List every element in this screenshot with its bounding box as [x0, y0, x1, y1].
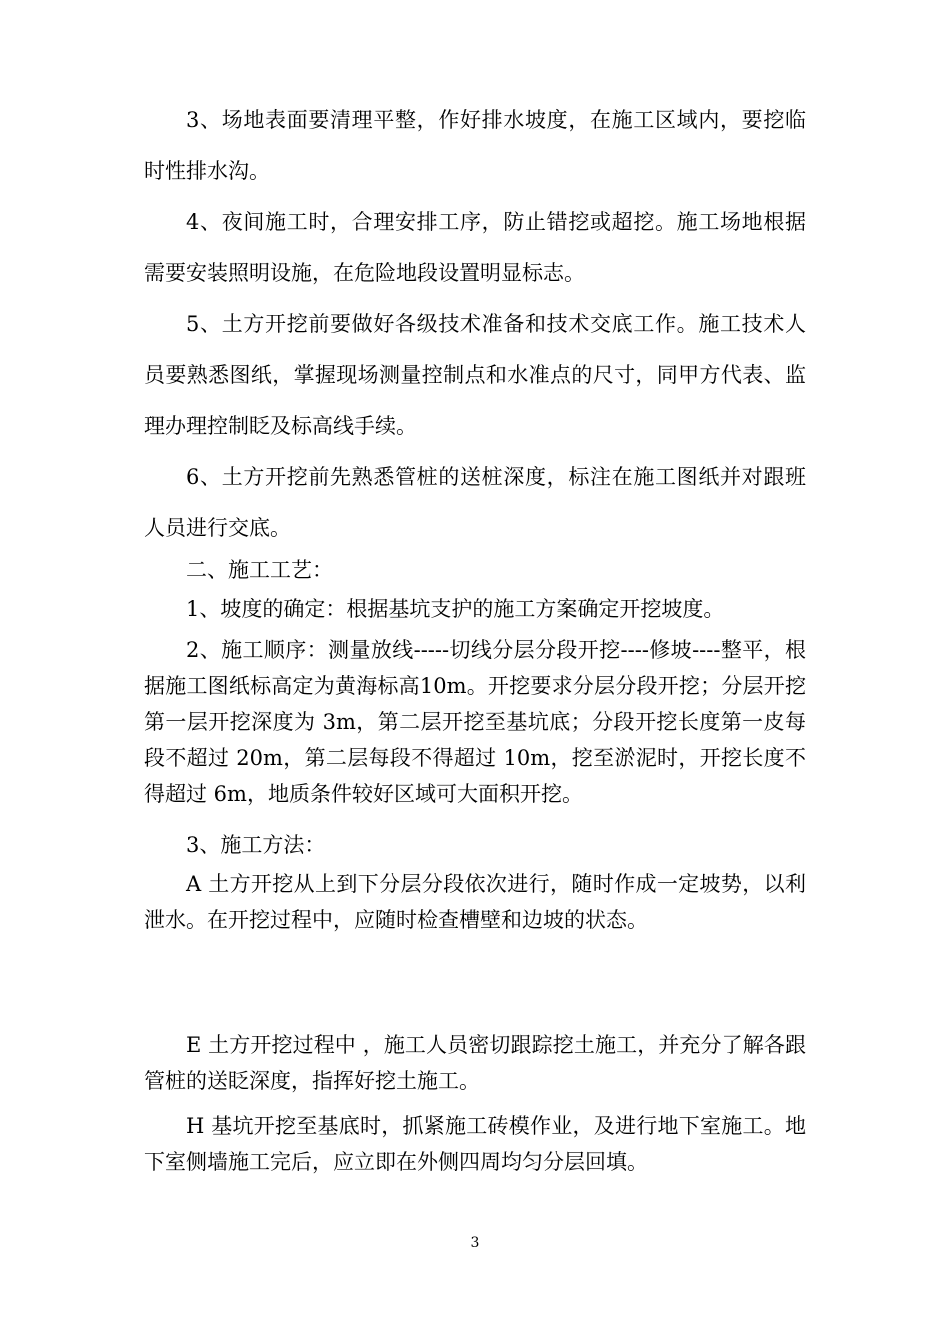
- page-number: 3: [470, 1235, 480, 1251]
- paragraph-item-h: H 基坑开挖至基底时，抓紧施工砖模作业，及进行地下室施工。地下室侧墙施工完后，应立即在外侧四周均匀分层回填。: [144, 1114, 806, 1174]
- paragraph-1: 3、场地表面要清理平整，作好排水坡度，在施工区域内，要挖临时性排水沟。: [144, 108, 806, 183]
- paragraph-construction-sequence: 2、施工顺序：测量放线-----切线分层分段开挖----修坡----整平，根据施工图纸标高定为黄海标高10m。开挖要求分层分段开挖；分层开挖第一层开挖深度为 3m，第二层开挖至基坑底；分段开挖长度第一皮每段不超过 20m，第二层每段不得超过 10m，挖至淤泥时，开挖长度不得超过 6m，地质条件较好区域可大面积开挖。: [144, 638, 806, 806]
- paragraph-item-a: A 土方开挖从上到下分层分段依次进行，随时作成一定坡势，以利泄水。在开挖过程中，应随时检查槽壁和边坡的状态。: [144, 872, 806, 932]
- section-heading-construction-process: 二、施工工艺：: [186, 558, 333, 582]
- paragraph-construction-method-heading: 3、施工方法：: [186, 833, 326, 857]
- paragraph-slope-definition: 1、坡度的确定：根据基坑支护的施工方案确定开挖坡度。: [186, 597, 725, 621]
- paragraph-3: 5、土方开挖前要做好各级技术准备和技术交底工作。施工技术人员要熟悉图纸，掌握现场测量控制点和水准点的尺寸，同甲方代表、监理办理控制眨及标高线手续。: [144, 312, 806, 438]
- paragraph-item-e: E 土方开挖过程中 ，施工人员密切跟踪挖土施工，并充分了解各跟管桩的送眨深度，指挥好挖土施工。: [144, 1033, 806, 1093]
- paragraph-2: 4、夜间施工时，合理安排工序，防止错挖或超挖。施工场地根据需要安装照明设施，在危险地段设置明显标志。: [144, 210, 806, 285]
- paragraph-4: 6、土方开挖前先熟悉管桩的送桩深度，标注在施工图纸并对跟班人员进行交底。: [144, 465, 806, 540]
